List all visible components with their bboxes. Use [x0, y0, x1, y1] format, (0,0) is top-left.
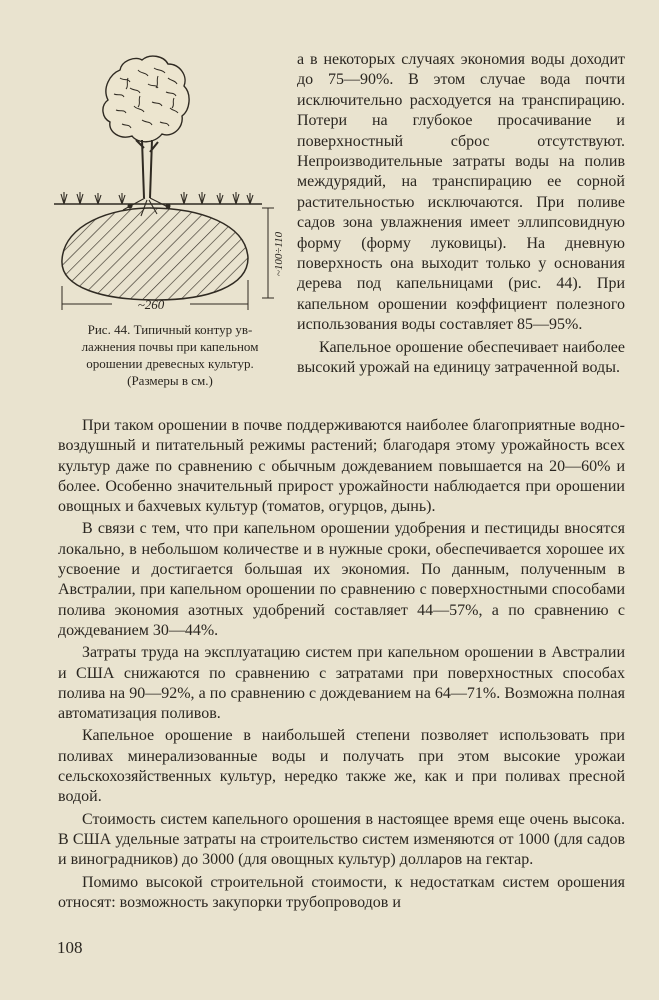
caption-line: орошении древесных культур.: [86, 356, 254, 371]
paragraph: Затраты труда на эксплуатацию систем при капельном орошении в Австралии и США снижаются по сравнению с затратами при поверхностных способах полива на 90—92%, а по сравнению с дождеванием на 64—71%. Возможна полная автоматизация поливов.: [58, 644, 625, 723]
right-column-text: [297, 50, 625, 379]
body-text: [58, 416, 625, 915]
page-number: 108: [57, 938, 83, 957]
dimension-height-label: ~100÷110: [273, 231, 285, 277]
grass-icon: [61, 192, 253, 204]
dimension-width-label: ~260: [137, 297, 165, 312]
paragraph: В связи с тем, что при капельном орошении удобрения и пестициды вносятся локально, в небольшом количестве и в нужные сроки, обеспечивается хорошее их усвоение и достигается большая их экономия. По данным, полученным в Австралии, при капельном орошении по сравнению с поверхностными способами полива экономия азотных удобрений составляет 44—57%, а по сравнению с дождеванием 30—44%.: [58, 520, 625, 639]
paragraph: Капельное орошение обеспечивает наиболее высокий урожай на единицу затраченной воды.: [297, 338, 625, 377]
paragraph: Помимо высокой строительной стоимости, к недостаткам систем орошения относят: возможность закупорки трубопроводов и: [58, 873, 625, 911]
figure-44: [50, 48, 290, 318]
paragraph: При таком орошении в почве поддерживаются наиболее благоприятные водно-воздушный и питательный режимы растений; благодаря этому урожайность всех культур даже по сравнению с обычным дождеванием повышается на 20—60% и более. Особенно значительный прирост урожайности наблюдается при орошении овощных и бахчевых культур (томатов, огурцов, дынь).: [58, 417, 625, 516]
paragraph: Капельное орошение в наибольшей степени позволяет использовать при поливах минерализованные воды и получать при этом высокие урожаи сельскохозяйственных культур, нередко также же, как и при поливах пресной водой.: [58, 727, 625, 806]
figure-caption: [56, 321, 284, 389]
tree-trunk-icon: [136, 140, 158, 198]
paragraph: Стоимость систем капельного орошения в настоящее время еще очень высока. В США удельные затраты на строительство систем изменяются от 1000 (для садов и виноградников) до 3000 (для овощных культур) долларов на гектар.: [58, 810, 625, 869]
tree-crown-icon: [103, 56, 189, 142]
moisture-zone-ellipse: [62, 208, 248, 300]
soil-moisture-diagram: [50, 48, 290, 318]
paragraph: а в некоторых случаях экономия воды доходит до 75—90%. В этом случае вода почти исключительно расходуется на транспирацию. Потери на глубокое просачивание и поверхностный сброс отсутствуют. Непроизводительные затраты воды на полив междурядий, на транспирацию ее сорной растительностью исключаются. При поливе садов зона увлажнения имеет эллипсовидную форму (форму луковицы). На дневную поверхность она выходит только у основания дерева под капельницами (рис. 44). При капельном орошении коэффициент полезного использования воды составляет 85—95%.: [297, 51, 625, 334]
caption-line: (Размеры в см.): [127, 373, 213, 388]
caption-line: лажнения почвы при капельном: [81, 339, 259, 354]
caption-line: Рис. 44. Типичный контур ув-: [87, 322, 253, 337]
